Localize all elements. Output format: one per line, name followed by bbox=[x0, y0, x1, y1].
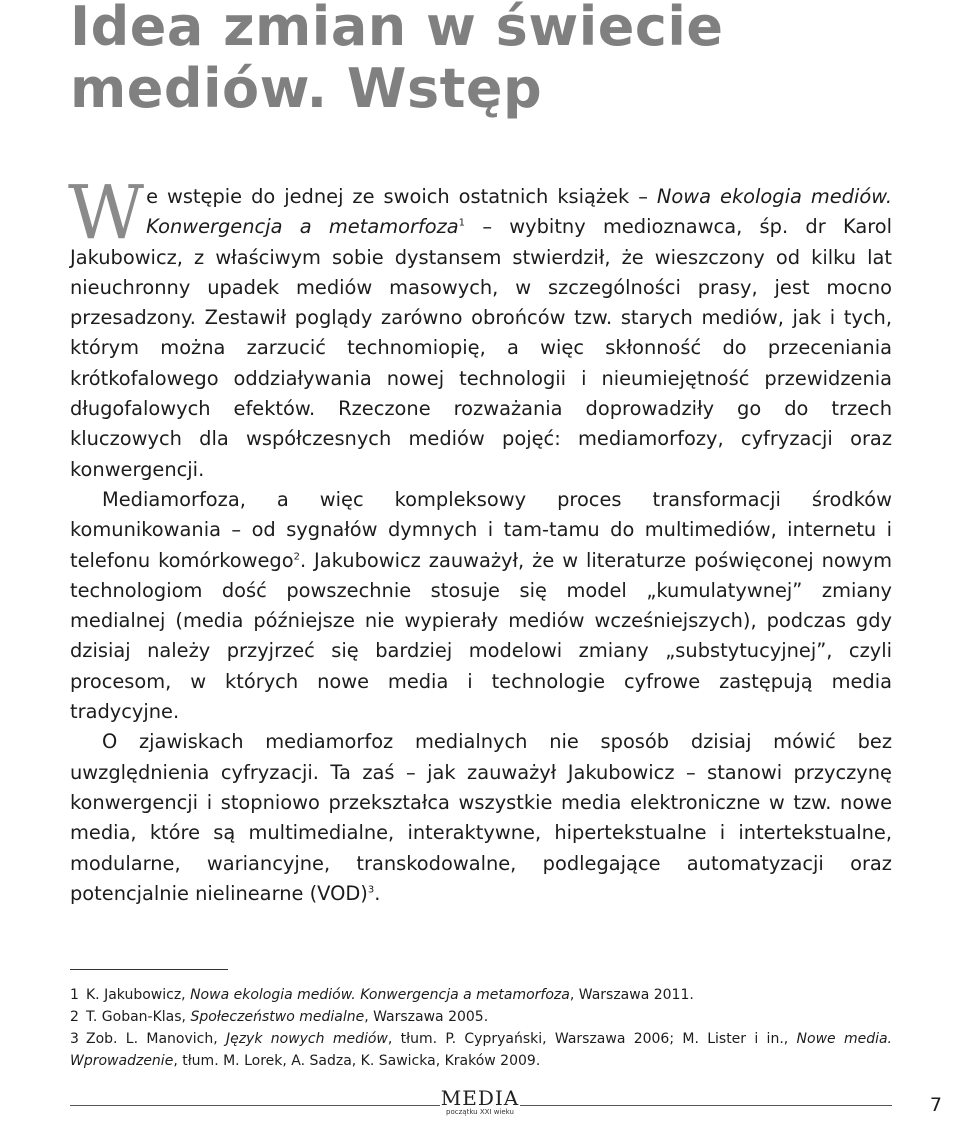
paragraph-2 bbox=[70, 485, 892, 727]
paragraph-2-text-b: . Jakubowicz zauważył, że w literaturze poświęconej nowym technologiom dość powszechnie stosuje się model „kumulatywnej” zmiany medialnej (media późniejsze nie wypierały mediów wcześniejszych), podczas gdy dzisiaj należy przyjrzeć się bardziej modelowi zmiany „substytucyjnej”, czyli procesom, w których nowe media i technologie cyfrowe zastępują media tradycyjne. bbox=[70, 548, 892, 724]
logo-wordmark: MEDIA bbox=[440, 1086, 520, 1110]
title-line-1: Idea zmian w świecie bbox=[70, 0, 724, 58]
footnote-2 bbox=[70, 1006, 892, 1028]
footnote-text: , tłum. P. Cypryański, Warszawa 2006; M. Lister i in., bbox=[387, 1031, 797, 1047]
footnote-text: , Warszawa 2011. bbox=[569, 987, 694, 1003]
paragraph-3 bbox=[70, 727, 892, 909]
footnote-work-title: Społeczeństwo medialne bbox=[190, 1009, 365, 1025]
page-number: 7 bbox=[929, 1094, 942, 1116]
paragraph-2-text-a: Mediamorfoza, a więc kompleksowy proces transformacji środków komunikowania – od sygnałów dymnych i tam-tamu do multimediów, internetu i telefonu komórkowego bbox=[70, 487, 892, 572]
paragraph-1-text-a: e wstępie do jednej ze swoich ostatnich książek – bbox=[146, 185, 657, 208]
footnote-work-title: Język nowych mediów bbox=[225, 1031, 388, 1047]
footnote-text: T. Goban-Klas, bbox=[86, 1009, 191, 1025]
paragraph-1 bbox=[68, 170, 893, 485]
body-text bbox=[68, 170, 893, 909]
footnote-ref-3[interactable]: 3 bbox=[367, 884, 375, 896]
logo-subtitle: początku XXI wieku bbox=[446, 1108, 514, 1116]
footnote-work-title: Nowa ekologia mediów. Konwergencja a metamorfoza bbox=[190, 987, 570, 1003]
footnote-number: 3 bbox=[70, 1031, 79, 1047]
paragraph-3-text-b: . bbox=[374, 881, 381, 905]
paragraph-3-text-a: O zjawiskach mediamorfoz medialnych nie sposób dzisiaj mówić bez uwzględnienia cyfryzacji. Ta zaś – jak zauważył Jakubowicz – stanowi przyczynę konwergencji i stopniowo przekształca wszystkie media elektroniczne w tzw. nowe media, które są multimedialne, interaktywne, hipertekstualne i intertekstualne, modularne, wariancyjne, transkodowalne, podlegające automatyzacji oraz potencjalnie nielinearne (VOD) bbox=[70, 730, 892, 905]
footnote-text: K. Jakubowicz, bbox=[86, 987, 191, 1003]
footnote-ref-2[interactable]: 2 bbox=[293, 551, 300, 563]
footnote-ref-1[interactable]: 1 bbox=[458, 217, 466, 229]
footnote-work-title: Nowe media. Wprowadzenie bbox=[70, 1031, 892, 1069]
paragraph-1-text-b: – wybitny medioznawca, śp. dr Karol Jakubowicz, z właściwym sobie dystansem stwierdził, że wieszczony od kilku lat nieuchronny upadek mediów masowych, w szczególności prasy, jest mocno przesadzony. Zestawił poglądy zarówno obrońców tzw. starych mediów, jak i tych, którym można zarzucić technomiopię, a więc skłonność do przeceniania krótkofalowego oddziaływania nowej technologii i nieumiejętność przewidzenia długofalowych efektów. Rzeczone rozważania doprowadziły go do trzech kluczowych dla współczesnych mediów pojęć: mediamorfozy, cyfryzacji oraz konwergencji. bbox=[70, 215, 892, 481]
footnote-number: 1 bbox=[70, 987, 79, 1003]
book-title: Nowa ekologia mediów. Konwergencja a metamorfoza bbox=[146, 185, 893, 239]
drop-cap: W bbox=[68, 170, 145, 256]
footnote-number: 2 bbox=[70, 1009, 79, 1025]
footnote-text: , Warszawa 2005. bbox=[364, 1009, 489, 1025]
footnote-text: Zob. L. Manovich, bbox=[86, 1031, 226, 1047]
title-line-2: mediów. Wstęp bbox=[70, 57, 543, 120]
footnote-1 bbox=[70, 984, 892, 1006]
publication-logo bbox=[440, 1088, 520, 1124]
footnote-3 bbox=[70, 1028, 892, 1072]
footnote-divider bbox=[70, 969, 228, 970]
page-title bbox=[70, 0, 930, 120]
footnotes bbox=[70, 984, 892, 1072]
footnote-text: , tłum. M. Lorek, A. Sadza, K. Sawicka, Kraków 2009. bbox=[173, 1053, 541, 1069]
